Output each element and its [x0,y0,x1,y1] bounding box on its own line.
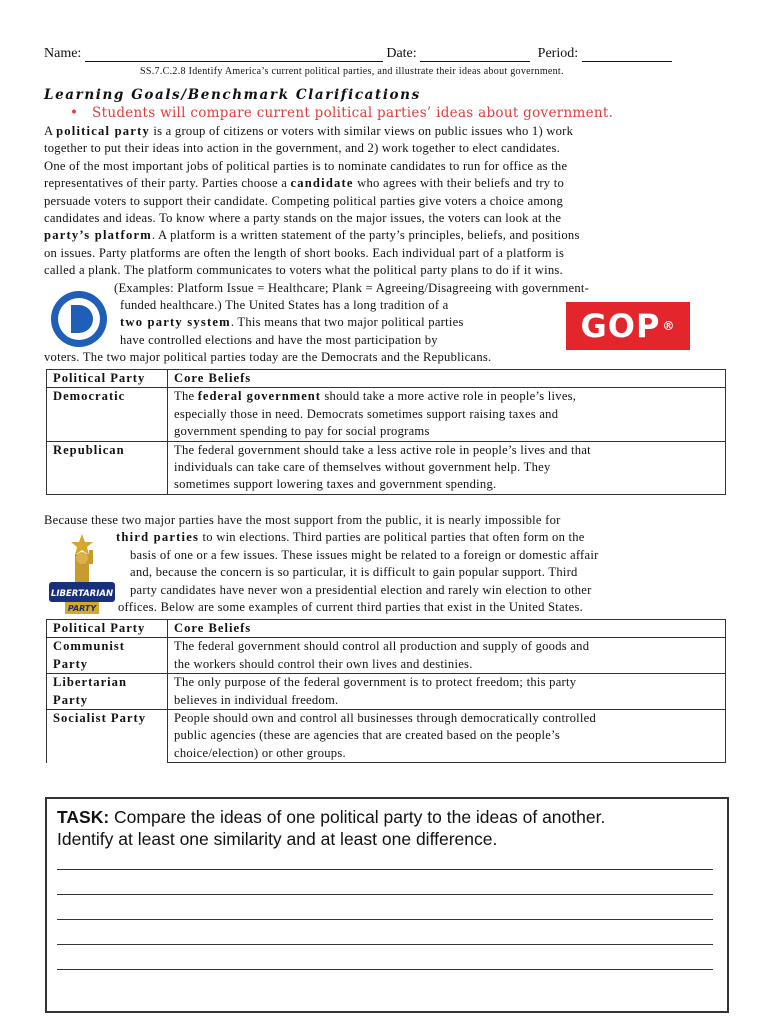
table-row [47,370,726,388]
table-header-beliefs: Core Beliefs [168,620,726,638]
table-row [47,388,726,441]
table-row [47,710,726,763]
gop-logo-icon: GOP ® [566,302,690,350]
libertarian-logo-icon [47,530,117,622]
third-parties-table [46,619,726,763]
table-row [47,441,726,494]
answer-line[interactable] [57,894,713,895]
party-socialist: Socialist Party [47,710,168,763]
worksheet-header [44,46,704,62]
table-header-party: Political Party [47,370,168,388]
period-label: Period: [537,46,579,61]
beliefs-communist: The federal government should control all production and supply of goods and the workers should control their own lives and destinies. [168,638,726,674]
table-header-party: Political Party [47,620,168,638]
party-libertarian: Libertarian Party [47,674,168,710]
answer-line[interactable] [57,969,713,970]
table-row [47,674,726,710]
beliefs-republican: The federal government should take a less active role in people’s lives and that individuals can take care of themselves without government help. They sometimes support lowering taxes and government spending. [168,441,726,494]
third-parties-paragraph: Because these two major parties have the most support from the public, it is nearly impossible for third parties to win elections. Third parties are political parties that often form on the basis of one or a few issues. These issues might be related to a foreign or domestic affair and, because the concern is so particular, it is difficult to gain popular support. Third party candidates have never won a presidential election and rarely win election to other offices. Below are some examples of current third parties that exist in the United States. [44,513,599,615]
answer-line[interactable] [57,944,713,945]
answer-line[interactable] [57,869,713,870]
goals-bullet-text: Students will compare current political parties’ ideas about government. [92,105,614,121]
table-row [47,638,726,674]
task-line-1: TASK: Compare the ideas of one political party to the ideas of another. [57,807,606,827]
goals-heading: Learning Goals/Benchmark Clarifications [44,87,421,103]
party-communist: Communist Party [47,638,168,674]
goals-bullet: • Students will compare current political parties’ ideas about government. [70,105,614,121]
intro-paragraph: A political party is a group of citizens or voters with similar views on public issues who 1) work together to put their ideas into action in the government, and 2) work together to elect candidates. One of the most important jobs of political parties is to nominate candidates to run for office as the representatives of their party. Parties choose a candidate who agrees with their beliefs and try to persuade voters to support their candidate. Competing political parties give voters a choice among candidates and ideas. To know where a party stands on the major issues, the voters can look at the party’s platform. A platform is a written statement of the party’s principles, beliefs, and positions on issues. Party platforms are often the length of short books. Each individual part of a platform is called a plank. The platform communicates to voters what the political party plans to do if it wins. (Examples: Platform Issue = Healthcare; Plank = Agreeing/Disagreeing with government- funded healthcare.) The United States has a long tradition of a two party system. This means that two major political parties have controlled elections and have the most participation by voters. The two major political parties today are the Democrats and the Republicans. [44,124,590,365]
libertarian-logo-party: PARTY [67,604,97,613]
date-label: Date: [386,46,417,61]
libertarian-logo-text: LIBERTARIAN [50,589,114,599]
democrat-logo-icon [49,289,109,349]
party-democratic: Democratic [47,388,168,441]
beliefs-libertarian: The only purpose of the federal government is to protect freedom; this party believes in individual freedom. [168,674,726,710]
major-parties-table [46,369,726,495]
date-field[interactable] [420,46,530,62]
party-republican: Republican [47,441,168,494]
table-row [47,620,726,638]
period-field[interactable] [582,46,672,62]
name-label: Name: [44,46,82,61]
answer-line[interactable] [57,919,713,920]
beliefs-socialist: People should own and control all businesses through democratically controlled public agencies (these are agencies that are created based on the people’s choice/election) or other groups. [168,710,726,763]
task-box [45,797,729,1013]
table-header-beliefs: Core Beliefs [168,370,726,388]
task-line-2: Identify at least one similarity and at least one difference. [57,829,498,849]
name-field[interactable] [85,46,383,62]
standard-text: SS.7.C.2.8 Identify America’s current political parties, and illustrate their ideas about government. [140,66,564,77]
beliefs-democratic: The federal government should take a more active role in people’s lives, especially those in need. Democrats sometimes support raising taxes and government spending to pay for social programs [168,388,726,441]
